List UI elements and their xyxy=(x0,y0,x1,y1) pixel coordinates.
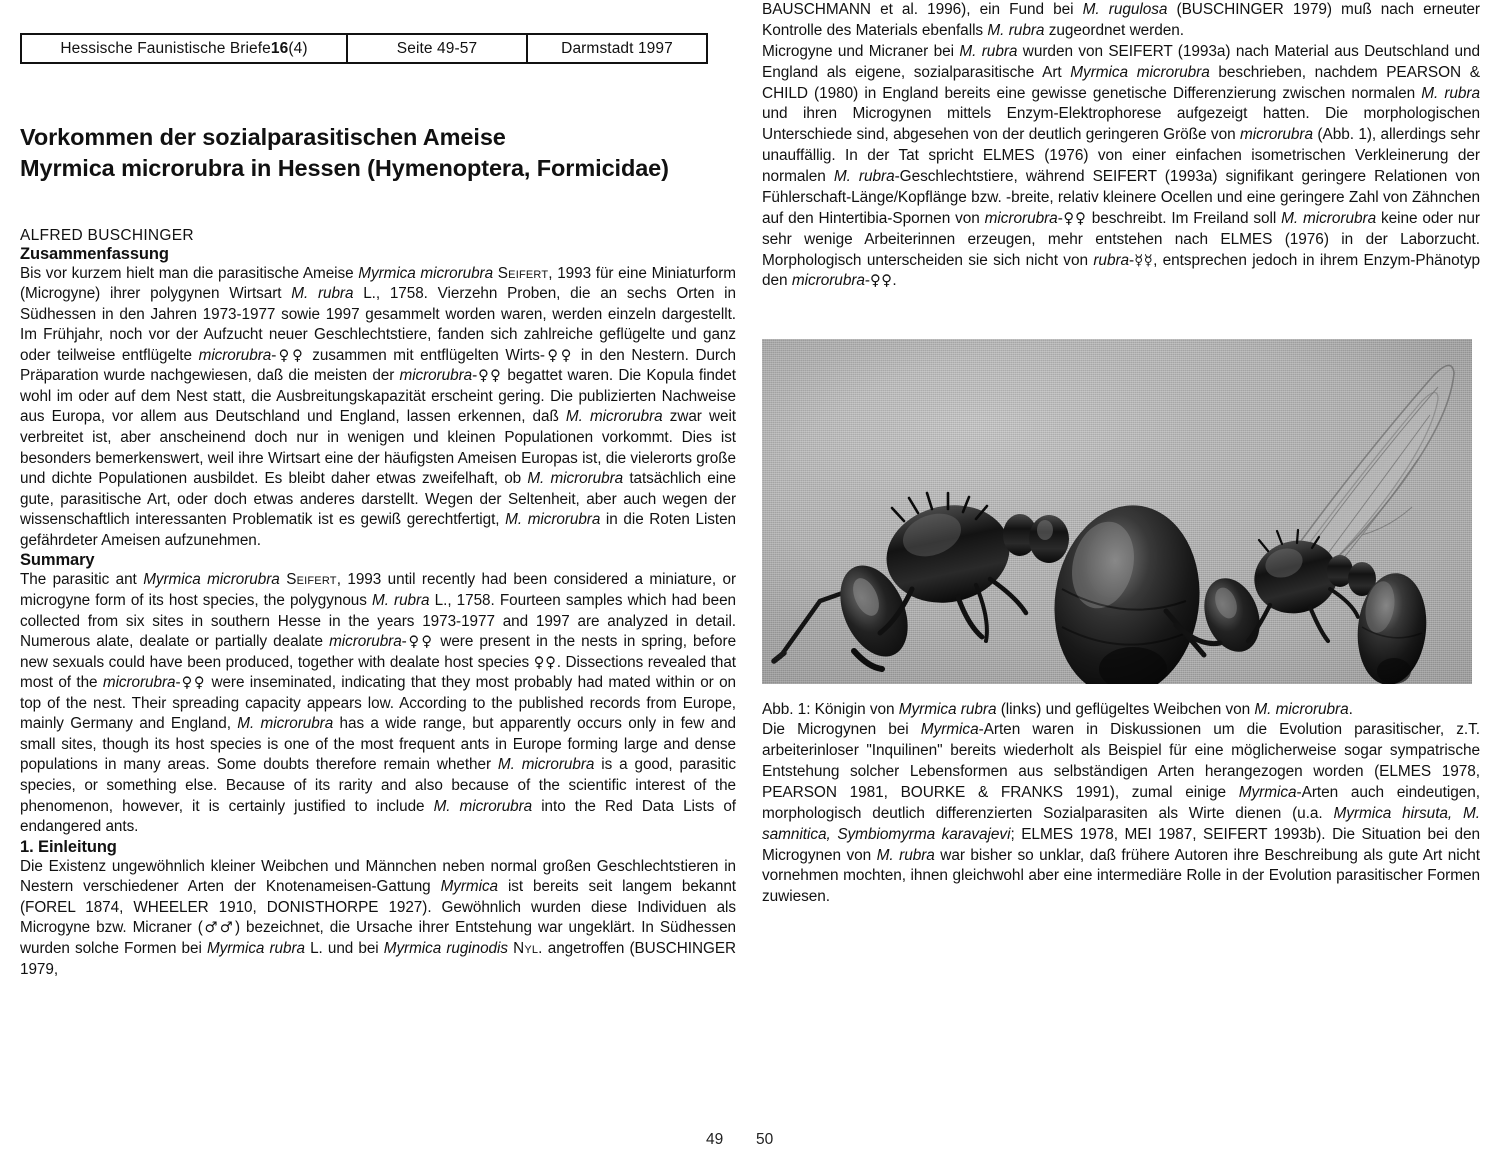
txt: ) bezeichnet, die Ursache ihrer Entstehung war ungeklärt. In Südhessen wurden solche Formen bei xyxy=(20,919,736,957)
species-name: M. rubra xyxy=(959,42,1018,60)
species-name: microrubra xyxy=(102,674,176,692)
right-column-paragraph-1 xyxy=(762,0,1480,42)
section-heading-summary: Summary xyxy=(20,551,95,570)
species-name: M. microrubra xyxy=(497,756,595,774)
txt: (links) und geflügeltes Weibchen von xyxy=(996,701,1255,719)
txt: - xyxy=(175,674,181,692)
figure-1-photograph xyxy=(762,339,1472,684)
abstract-paragraph-german xyxy=(20,264,736,552)
txt: war bisher so unklar, daß frühere Autoren ihre Beschreibung als gute Art nicht vornehmen mochten, ihnen gleichwohl aber eine intermediäre Rolle in der Evolution parasitischer Formen zuwiesen. xyxy=(762,846,1480,906)
species-name: microrubra xyxy=(329,633,402,651)
species-name: microrubra xyxy=(198,346,272,364)
author-citation: Nyl. xyxy=(513,939,543,957)
txt: . xyxy=(1348,701,1353,719)
species-name: microrubra xyxy=(399,367,473,385)
txt: begattet waren. Die Kopula findet wohl im oder auf dem Nest statt, die Ausbreitungskapazität erscheint gering. Die publizierten Nachweise aus Europa, vor allem aus Deutschland und England, lassen erkennen, daß xyxy=(20,367,736,426)
species-name: Myrmica hirsuta, M. samnitica, Symbiomyrma karavajevi xyxy=(762,804,1480,843)
species-name: Myrmica rubra xyxy=(898,701,997,719)
txt: were present in the nests in spring, before new sexuals could have been produced, together with dealate host species xyxy=(20,633,737,671)
txt: is a good, parasitic species, or something else. Because of its rarity and also because of the scientific interest of the phenomenon, however, it is certainly justified to include xyxy=(20,756,736,815)
txt: in die Roten Listen gefährdeter Ameisen aufzunehmen. xyxy=(20,511,737,549)
species-name: Myrmica microrubra xyxy=(358,264,494,282)
species-name: M. microrubra xyxy=(527,470,624,488)
genus-name: Myrmica xyxy=(1238,783,1297,801)
txt: ; ELMES 1978, MEI 1987, SEIFERT 1993b). Die Situation bei den Microgynen von xyxy=(762,825,1481,864)
right-column xyxy=(762,0,1480,908)
txt: . xyxy=(892,272,897,290)
txt: in den Nestern. Durch Präparation wurde nachgewiesen, daß die meisten der xyxy=(20,346,737,385)
female-symbol: ♀♀ xyxy=(276,347,306,364)
txt: - xyxy=(472,367,478,385)
right-column-paragraph-2 xyxy=(762,42,1480,293)
txt: zwar weit verbreitet ist, aber anscheinend doch nur in wenigen und kleinen Populationen vorkommt. Dies ist besonders bemerkenswert, weil ihre Wirtsart eine der häufigsten Ameisen Europas ist, die vielerorts große und dichte Populationen ausbildet. Es bleibt daher etwas zweifelhaft, ob xyxy=(20,408,736,488)
txt: into the Red Data Lists of endangered ants. xyxy=(20,797,736,836)
worker-symbol: ☿☿ xyxy=(1134,251,1154,269)
species-name: Myrmica microrubra xyxy=(143,571,280,589)
article-title-line-1: Vorkommen der sozialparasitischen Ameise xyxy=(20,124,506,150)
species-name: M. rugulosa xyxy=(1082,1,1168,18)
txt: angetroffen (BUSCHINGER 1979, xyxy=(20,939,736,978)
txt: L. und bei xyxy=(304,939,384,957)
article-author: ALFRED BUSCHINGER xyxy=(20,226,194,244)
txt: beschreibt. Im Freiland soll xyxy=(1086,209,1282,227)
txt: - xyxy=(1129,251,1135,269)
journal-volume-issue: (4) xyxy=(288,39,308,57)
male-symbol: ♂♂ xyxy=(202,920,235,937)
species-name: M. rubra xyxy=(1421,84,1480,102)
species-name: microrubra xyxy=(1239,126,1314,144)
female-symbol: ♀♀ xyxy=(180,675,207,692)
species-name: M. rubra xyxy=(987,21,1045,39)
txt: were inseminated, indicating that they most probably had mated within or on top of the nest. Their spreading capacity appears low. According to the published records from Europe, mainly Germany and England, xyxy=(20,674,737,733)
txt: L., 1758. Fourteen samples which had been collected from six sites in southern Hesse in the years 1973-1977 and 1997 are analyzed in detail. Numerous alate, dealate or partially dealate xyxy=(20,591,736,651)
txt: has a wide range, but apparently occurs only in few and small sites, though its host species is one of the most frequent ants in Europe forming large and dense populations in many areas. Some doubts therefore remain whether xyxy=(20,715,737,774)
figure-1-caption xyxy=(762,700,1472,720)
txt: tatsächlich eine gute, parasitische Art, oder doch etwas anderes darstellt. Wegen der Seltenheit, aber auch wegen der wissenschaftlich interessanten Problematik ist es gewiß gerechtfertigt, xyxy=(20,470,737,529)
txt: L., 1758. Vierzehn Proben, die an sechs Orten in Südhessen in den Jahren 1973-1977 sowie 1997 gesammelt worden waren, werden einzeln dargestellt. Im Frühjahr, noch vor der Aufzucht neuer Geschlechtstiere, fanden sich zahlreiche geflügelte und ganz oder teilweise entflügelte xyxy=(20,285,736,364)
txt: Abb. 1: Königin von xyxy=(762,701,899,719)
left-column xyxy=(20,0,736,980)
article-title xyxy=(20,122,736,185)
journal-header-table xyxy=(20,33,708,64)
female-symbol: ♀♀ xyxy=(406,634,435,651)
journal-volume-number: 16 xyxy=(270,39,289,57)
genus-name: Myrmica xyxy=(920,721,979,739)
txt: (BUSCHINGER 1979) muß nach erneuter Kontrolle des Materials ebenfalls xyxy=(762,1,1481,39)
female-symbol: ♀♀ xyxy=(544,347,575,364)
right-column-paragraph-3 xyxy=(762,720,1480,908)
page-number-right: 50 xyxy=(756,1131,774,1148)
species-name: Myrmica ruginodis xyxy=(383,939,508,957)
journal-place-cell: Darmstadt 1997 xyxy=(561,39,673,57)
female-symbol: ♀♀ xyxy=(477,368,503,385)
figure-1 xyxy=(762,339,1472,720)
journal-pages-cell: Seite 49-57 xyxy=(348,35,528,62)
journal-volume-cell xyxy=(22,35,348,62)
txt: Die Microgynen bei xyxy=(762,721,921,739)
female-symbol: ♀♀ xyxy=(870,272,893,290)
author-citation: Seifert xyxy=(286,571,337,589)
txt: - xyxy=(1057,209,1063,227)
species-name: Myrmica microrubra xyxy=(1070,63,1210,81)
introduction-paragraph xyxy=(20,857,736,980)
species-name: M. rubra xyxy=(833,168,895,185)
article-title-line-2: Myrmica microrubra in Hessen (Hymenoptera, Formicidae) xyxy=(20,155,669,182)
female-symbol: ♀♀ xyxy=(1062,209,1087,227)
species-name: M. rubra xyxy=(372,591,430,609)
txt: keine oder nur sehr wenige Arbeiterinnen erzeugen, mehr entstehen nach ELMES (1976) in der Laborzucht. Morphologisch unterscheiden sie sich nicht von xyxy=(762,209,1480,269)
txt: -Geschlechtstiere, während SEIFERT (1993a) signifikant geringere Relationen von Fühlerschaft-Länge/Kopflänge bzw. -breite, relativ kleinere Ocellen und eine geringere Zahl von Zähnchen auf den Hintertibia-Spornen von xyxy=(762,168,1480,227)
page-number-left: 49 xyxy=(706,1131,724,1148)
txt: Die Existenz ungewöhnlich kleiner Weibchen und Männchen neben normal großen Geschlechtstieren in Nestern verschiedener Arten der Knotenameisen-Gattung xyxy=(20,857,736,896)
txt: , 1993 für eine Miniaturform (Microgyne) ihrer polygynen Wirtsart xyxy=(20,264,736,303)
txt: - xyxy=(864,272,870,290)
txt: -Arten auch eindeutigen, morphologisch deutlich differenzierten Sozialparasiten als Wirte dienen (u.a. xyxy=(762,783,1480,822)
author-citation: Seifert xyxy=(497,264,549,282)
txt: The parasitic ant xyxy=(20,571,144,589)
txt: Bis vor kurzem hielt man die parasitische Ameise xyxy=(20,264,359,282)
txt: , 1993 until recently had been considered a miniature, or microgyne form of its host species, the polygynous xyxy=(20,571,736,609)
txt: zusammen mit entflügelten Wirts- xyxy=(305,346,545,364)
section-heading-zusammenfassung: Zusammenfassung xyxy=(20,244,169,263)
species-name: microrubra xyxy=(791,272,865,290)
txt: und ihren Microgynen mittels Enzym-Elektrophorese aufgezeigt hatten. Die morphologischen Unterschiede sind, abgesehen von der deutlich geringeren Größe von xyxy=(762,105,1480,144)
species-name: rubra xyxy=(1093,251,1130,269)
txt: wurden von SEIFERT (1993a) nach Material aus Deutschland und England als eigene, sozialparasitische Art xyxy=(762,42,1480,81)
species-name: M. rubra xyxy=(291,285,354,303)
txt: (Abb. 1), allerdings sehr unauffällig. In der Tat spricht ELMES (1976) von einer einfachen isometrischen Verkleinerung der normalen xyxy=(762,126,1480,185)
txt: BAUSCHMANN et al. 1996), ein Fund bei xyxy=(762,1,1083,18)
photo-vignette xyxy=(762,339,1472,684)
summary-paragraph-english xyxy=(20,570,736,837)
species-name: M. microrubra xyxy=(1254,701,1349,719)
txt: - xyxy=(401,633,407,651)
txt: ist bereits seit langem bekannt (FOREL 1874, WHEELER 1910, DONISTHORPE 1927). Gewöhnlich wurden diese Individuen als Microgyne bzw. Micraner ( xyxy=(20,878,736,937)
txt: beschrieben, nachdem PEARSON & CHILD (1980) in England bereits eine gewisse genetische Differenzierung zwischen normalen xyxy=(762,63,1480,102)
section-heading-einleitung: 1. Einleitung xyxy=(20,837,117,856)
txt: Microgyne und Micraner bei xyxy=(762,42,960,60)
species-name: M. microrubra xyxy=(565,408,663,426)
species-name: M. microrubra xyxy=(505,511,601,529)
species-name: M. rubra xyxy=(876,846,935,864)
txt: zugeordnet werden. xyxy=(1044,21,1184,39)
species-name: Myrmica rubra xyxy=(206,939,305,957)
txt: . Dissections revealed that most of the xyxy=(20,653,737,692)
txt: - xyxy=(271,346,277,364)
species-name: microrubra xyxy=(984,209,1058,227)
species-name: M. microrubra xyxy=(237,715,334,733)
species-name: M. microrubra xyxy=(1281,209,1377,227)
journal-volume-prefix: Hessische Faunistische Briefe xyxy=(60,39,271,57)
txt: , entsprechen jedoch in ihrem Enzym-Phänotyp den xyxy=(762,251,1480,290)
female-symbol: ♀♀ xyxy=(533,654,557,671)
species-name: M. microrubra xyxy=(433,797,533,815)
genus-name: Myrmica xyxy=(440,878,498,896)
txt: -Arten waren in Diskussionen um die Evolution parasitischer, z.T. arbeiterinloser "Inquilinen" bereits wiederholt als Beispiel für eine möglicherweise sogar sympatrische Entstehung solcher Lebensformen aus selbständigen Arten herangezogen worden (ELMES 1978, PEARSON 1981, BOURKE & FRANKS 1991), zumal einige xyxy=(762,721,1480,801)
